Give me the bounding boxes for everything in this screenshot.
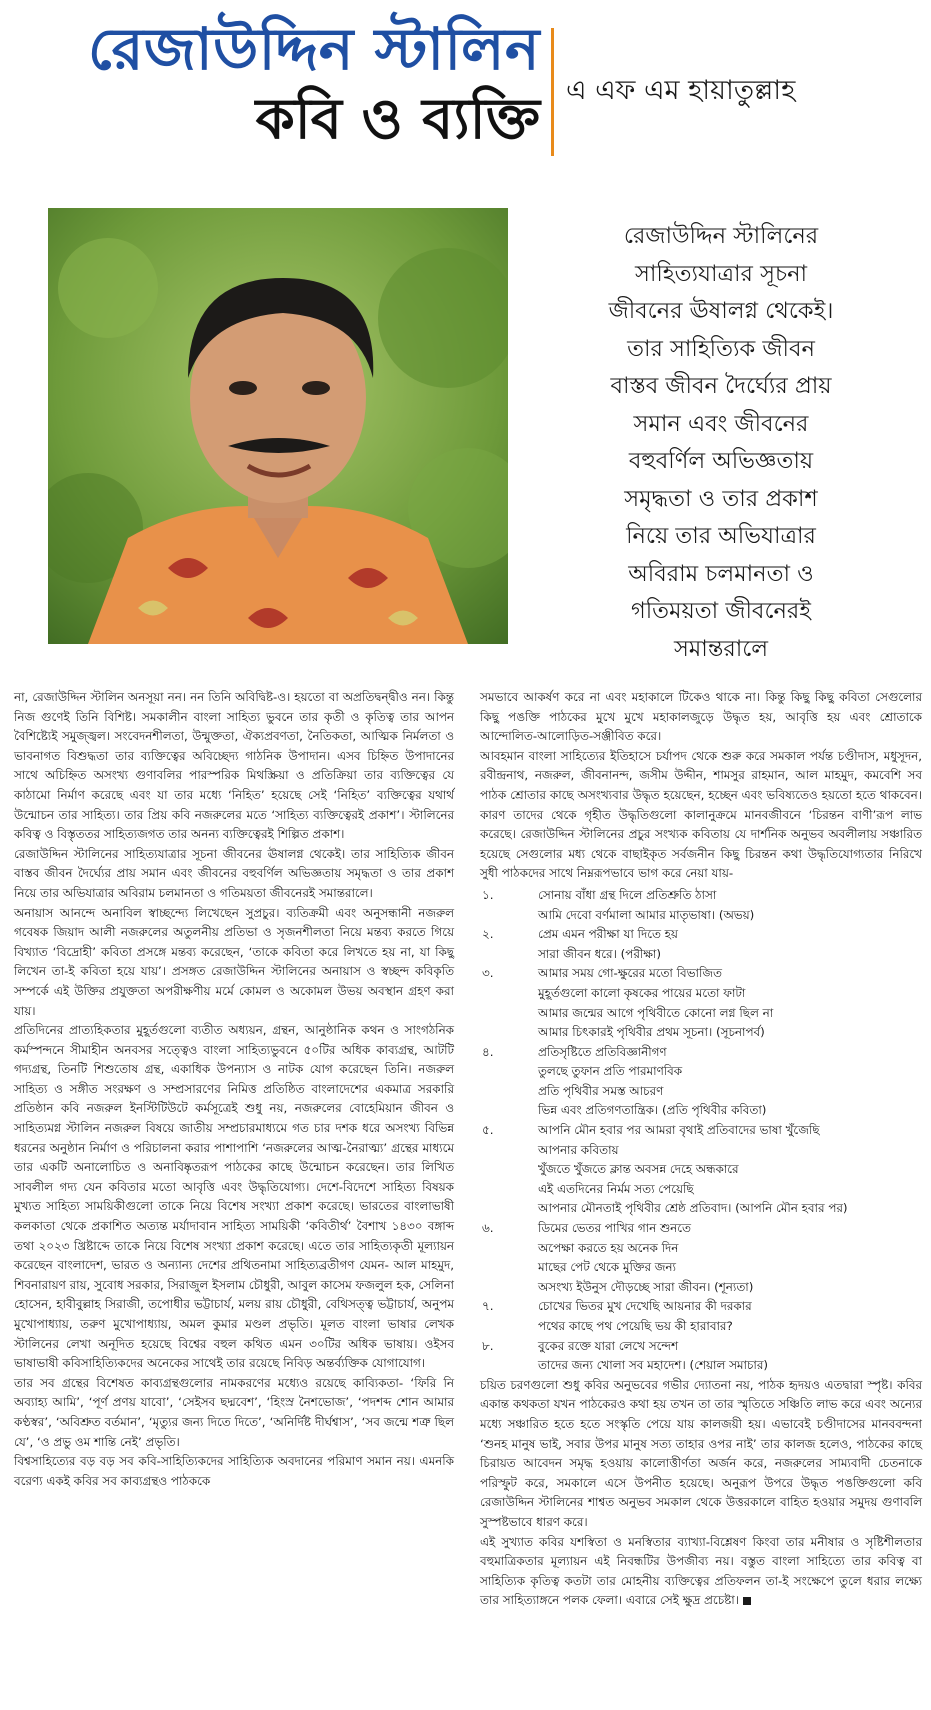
- pull-quote-line: রেজাউদ্দিন স্টালিনের: [623, 223, 819, 249]
- poem-line: আমি দেবো বর্ণমালা আমার মাতৃভাষা। (অভয়): [538, 907, 755, 922]
- poem-line: প্রেম এমন পরীক্ষা যা দিতে হয়: [538, 927, 678, 942]
- poem-line: মাছের পেট থেকে মুক্তির জন্য: [538, 1260, 676, 1275]
- paragraph: সমভাবে আকর্ষণ করে না এবং মহাকালে টিকেও থাকে না। কিন্তু কিছু কিছু কবিতা সেগুলোর কিছু পঙক্তি পাঠকের মুখে মুখে মহাকালজুড়ে উদ্ধৃত হয়, আবৃত্তি হয় এবং শ্রোতাকে আন্দোলিত-আলোড়িত-সঞ্জীবিত করে।: [480, 690, 922, 744]
- poem-item: [480, 1043, 922, 1121]
- paragraph: চয়িত চরণগুলো শুধু কবির অনুভবের গভীর দ্যোতনা নয়, পাঠক হৃদয়ও এতদ্বারা স্পৃষ্ট। কবির একান্ত কথকতা যখন পাঠকেরও কথা হয় তখন তা তার স্মৃতিতে সঞ্চিতি লাভ করে এবং অন্যের মধ্যে সঞ্চারিত হতে হতে সংস্কৃতি পেয়ে যায় কালজয়ী হয়। এভাবেই চণ্ডীদাসের মানববন্দনা ‘শুনহ মানুষ ভাই, সবার উপর মানুষ সত্য তাহার ওপর নাই’ তার কালজ হলেও, পাঠকের কাছে চিরায়ত আবেদন সমৃদ্ধ হওয়ায় কালোত্তীর্ণতা অর্জন করে, নজরুলের সাম্যবাদী চেতনাকে পরিস্ফুট করে, সমকালে এসে উপনীত হয়েছে। অনুরূপ উপরে উদ্ধৃত পঙক্তিগুলো কবি রেজাউদ্দিন স্টালিনের শাশ্বত অনুভব সমকাল থেকে উত্তরকালে বাহিত হওয়ার সমুদয় গুণাবলি সুস্পষ্টভাবে ধারণ করে।: [480, 1377, 922, 1529]
- body-column-left: [14, 688, 454, 1491]
- poem-line: তাদের জন্য খোলা সব মহাদেশ। (শেয়াল সমাচার): [538, 1358, 769, 1373]
- poem-number: ৫.: [482, 1123, 494, 1138]
- poem-line: অপেক্ষা করতে হয় অনেক দিন: [538, 1240, 679, 1255]
- poem-line: পথের কাছে পথ পেয়েছি ভয় কী হারাবার?: [538, 1319, 733, 1333]
- poem-item: [480, 925, 922, 964]
- portrait-illustration: [48, 208, 508, 644]
- paragraph: তার সব গ্রন্থের বিশেষত কাব্যগ্রন্থগুলোর নামকরণের মধ্যেও রয়েছে কাব্যিকতা- ‘ফিরি নি অব্যাহ্য আমি’, ‘পূর্ণ প্রণয় যাবো’, ‘সেইসব ছদ্মবেশ’, ‘হিংস্র নৈশভোজ’, ‘পদশব্দ শোন আমার কণ্ঠস্বর’, ‘অবিশ্রুত বর্তমান’, ‘মৃত্যুর জন্য দিতে দিতে’, ‘অনির্দিষ্ট দীর্ঘশ্বাস’, ‘সব জন্মে শত্রু ছিল যে’, ‘ও প্রভু ওম শান্তি নেই’ প্রভৃতি।: [14, 1375, 454, 1449]
- poem-line: প্রতিসৃষ্টিতে প্রতিবিজ্ঞানীগণ: [538, 1044, 667, 1059]
- body-column-right: [480, 688, 922, 1611]
- closing-paragraph-text: এই সুখ্যাত কবির যশস্বিতা ও মনস্বিতার ব্যাখ্যা-বিশ্লেষণ কিংবা তার মনীষার ও সৃষ্টিশীলতার বহুমাত্রিকতার মূল্যায়ন এই নিবন্ধটির উপজীব্য নয়। বস্তুত বাংলা সাহিত্যে তার কবিত্ব বা সাহিত্যিক কৃতিত্ব কতটা তার মোহনীয় ব্যক্তিত্বের প্রতিফলন তা-ই সংক্ষেপে তুলে ধরার লক্ষ্যে তার সাহিত্যাঙ্গনে পলক ফেলা। এবারে সেই ক্ষুদ্র প্রচেষ্টা।: [480, 1534, 922, 1608]
- pull-quote-line: বহুবর্ণিল অভিজ্ঞতায়: [628, 448, 814, 474]
- pull-quote-line: সমৃদ্ধতা ও তার প্রকাশ: [624, 485, 818, 512]
- poem-line: সোনায় বাঁধা গ্রন্থ দিলে প্রতিশ্রুতি ঠাসা: [538, 887, 717, 902]
- poem-number: ৩.: [482, 966, 494, 981]
- poem-item: [480, 886, 922, 925]
- poem-number: ৪.: [482, 1044, 494, 1059]
- pull-quote-line: নিয়ে তার অভিযাত্রার: [626, 523, 816, 549]
- poem-item: [480, 1121, 922, 1219]
- pull-quote-line: সমান এবং জীবনের: [633, 410, 809, 437]
- author-byline: এ এফ এম হায়াতুল্লাহ: [566, 75, 796, 106]
- poem-number: ২.: [482, 927, 494, 942]
- quoted-poems-list: [480, 886, 922, 1376]
- poem-number: ৬.: [482, 1221, 494, 1236]
- poem-item: [480, 1219, 922, 1297]
- pull-quote-line: সমান্তরালে: [673, 635, 769, 662]
- article-title: রেজাউদ্দিন স্টালিন: [87, 15, 540, 83]
- paragraph: প্রতিদিনের প্রাত্যহিকতার মুহূর্তগুলো ব্যতীত অধ্যয়ন, গ্রন্থন, আনুষ্ঠানিক কথন ও সাংগঠনিক কর্মস্পন্দনে সীমাহীন অনবসর সত্ত্বেও বাংলা সাহিত্যভুবনে ৫০টির অধিক কাব্যগ্রন্থ, আটটি গদ্যগ্রন্থ, তিনটি শিশুতোষ গ্রন্থ, একাধিক উপন্যাস ও নাটক যোগ করেছেন তিনি। নজরুল সাহিত্য ও সঙ্গীত সংরক্ষণ ও সম্প্রসারণের নিমিত্ত প্রতিষ্ঠিত বাংলাদেশের একমাত্র সরকারি প্রতিষ্ঠান কবি নজরুল ইনস্টিটিউটে কর্মসূত্রেই শুধু নয়, নজরুলের বোহেমিয়ান জীবন ও সাহিত্যমগ্ন স্টালিন নজরুল বিষয়ে জাতীয় সম্প্রচারমাধ্যমে গত চার দশক ধরে অসংখ্য বিভিন্ন ধরনের অনুষ্ঠান নির্মাণ ও পরিচালনা করার পাশাপাশি ‘নজরুলের আত্ম-নৈরাত্ম্য’ গ্রন্থের মাধ্যমে তার একটি অনালোচিত ও অনাবিষ্কৃতরূপ পাঠকের কাছে উন্মোচন করেছেন। তার লিখিত সাবলীল গদ্য যেন কবিতার মতো আবৃত্তি এবং উদ্ধৃতিযোগ্য। দেশে-বিদেশে সাহিত্য বিষয়ক মুখ্যত সাহিত্য সাময়িকীগুলো তাকে নিয়ে বিশেষ সংখ্যা প্রকাশ করেছে। ভারতের বাংলাভাষী কলকাতা থেকে প্রকাশিত অত্যন্ত মর্যাদাবান সাহিত্য সাময়িকী ‘কবিতীর্থ’ বৈশাখ ১৪৩০ বঙ্গাব্দ তথা ২০২৩ খ্রিষ্টাব্দে তাকে নিয়ে বিশেষ সংখ্যা প্রকাশ করেছে। এতে তার সাহিত্যকৃতী মূল্যায়ন করেছেন বাংলাদেশ, ভারত ও অন্যান্য দেশের প্রথিতনামা সাহিত্যব্রতীগণ যেমন- আল মাহমুদ, শিবনারায়ণ রায়, সুবোধ সরকার, সিরাজুল ইসলাম চৌধুরী, আবুল কাসেম ফজলুল হক, সেলিনা হোসেন, হাবীবুল্লাহ সিরাজী, তপোধীর ভট্টাচার্য, মলয় রায় চৌধুরী, বেথিসত্ত্ব ভট্টাচার্য, অনুপম মুখোপাধ্যায়, তরুণ মুখোপাধ্যায়, অমল কুমার মণ্ডল প্রভৃতি। মূলত বাংলা ভাষার লেখক স্টালিনের লেখা অনূদিত হয়েছে বিশ্বের বহুল কথিত এমন ৩০টির অধিক ভাষায়। ওইসব ভাষাভাষী কবিসাহিত্যিকদের অনেকের সাথেই তার রয়েছে নিবিড় অন্তর্ব্যক্তিক যোগাযোগ।: [14, 1023, 454, 1371]
- pull-quote-line: বাস্তব জীবন দৈর্ঘ্যের প্রায়: [610, 373, 832, 399]
- paragraph: [480, 1533, 922, 1611]
- poem-item: [480, 964, 922, 1042]
- paragraph: বিশ্বসাহিত্যের বড় বড় সব কবি-সাহিত্যিকদের সাহিত্যিক অবদানের পরিমাণ সমান নয়। এমনকি বরেণ্য একই কবির সব কাব্যগ্রন্থও পাঠককে: [14, 1454, 454, 1488]
- poem-line: তুলছে তুফান প্রতি পারমাণবিক: [538, 1064, 683, 1079]
- poem-line: এই এতদিনের নির্মম সত্য পেয়েছি: [538, 1181, 694, 1196]
- paragraph: অনায়াস আনন্দে অনাবিল স্বাচ্ছন্দ্যে লিখেছেন সুপ্রচুর। ব্যতিক্রমী এবং অনুসন্ধানী নজরুল গবেষক জিয়াদ আলী নজরুলের অতুলনীয় প্রতিভা ও সৃজনশীলতা নিয়ে মন্তব্য করতে গিয়ে বিখ্যাত ‘বিদ্রোহী’ কবিতা প্রসঙ্গে মন্তব্য করেছেন, ‘তাকে কবিতা করে লিখতে হয় না, যা কিছু লিখেন তা-ই কবিতা হয়ে যায়’। প্রসঙ্গত রেজাউদ্দিন স্টালিনের অনায়াস ও স্বচ্ছন্দ কবিকৃতি সম্পর্কে এই উক্তির প্রযুক্ততা অপরীক্ষণীয় মর্মে কোমল ও অকোমল উভয় অবস্থান গ্রহণ করা যায়।: [14, 905, 454, 1018]
- paragraph: আবহমান বাংলা সাহিত্যের ইতিহাসে চর্যাপদ থেকে শুরু করে সমকাল পর্যন্ত চণ্ডীদাস, মধুসূদন, রবীন্দ্রনাথ, নজরুল, জীবনানন্দ, জসীম উদ্দীন, শামসুর রাহমান, আল মাহমুদ, কমবেশি সব পাঠক শ্রোতার কাছে অসংখ্যবার উদ্ধৃত হয়েছেন, হচ্ছেন এবং ভবিষ্যতেও হয়তো হতে থাকবেন। কারণ তাদের থেকে গৃহীত উদ্ধৃতিগুলো কালানুক্রমে মানবজীবনে ‘চিরন্তন বাণী’রূপ লাভ করেছে। রেজাউদ্দিন স্টালিনের প্রচুর সংখ্যক কবিতায় যে দার্শনিক অনুভব অবলীলায় সঞ্চারিত হয়েছে সেগুলোর মধ্য থেকে বাছাইকৃত সর্বজনীন কিছু চিরন্তন কথা উদ্ধৃতিযোগ্যতার নিরিখে সুধী পাঠকদের সাথে নিম্নরূপভাবে ভাগ করে নেয়া যায়-: [480, 748, 922, 881]
- pull-quote-line: গতিময়তা জীবনেরই: [630, 598, 811, 624]
- poem-line: খুঁজতে খুঁজতে ক্লান্ত অবসন্ন দেহে অন্ধকারে: [538, 1162, 739, 1177]
- article-subtitle: কবি ও ব্যক্তি: [255, 86, 540, 152]
- poem-line: চোখের ভিতর মুখ দেখেছি আয়নার কী দরকার: [538, 1299, 752, 1314]
- poem-item: [480, 1337, 922, 1376]
- poem-line: আমার সময় গো-ক্ষুরের মতো বিভাজিত: [538, 966, 722, 981]
- poem-number: ৭.: [482, 1299, 494, 1314]
- paragraph: রেজাউদ্দিন স্টালিনের সাহিত্যযাত্রার সূচনা জীবনের ঊষালগ্ন থেকেই। তার সাহিত্যিক জীবন বাস্তব জীবন দৈর্ঘ্যের প্রায় সমান এবং জীবনের বহুবর্ণিল অভিজ্ঞতায় সমৃদ্ধতা ও তার প্রকাশ নিয়ে তার অভিযাত্রার অবিরাম চলমানতা ও গতিময়তা জীবনেরই সমান্তরালে।: [14, 846, 454, 900]
- portrait-photo: [48, 208, 508, 644]
- end-of-article-mark: [743, 1597, 751, 1605]
- pull-quote: [536, 218, 906, 668]
- poem-number: ৮.: [482, 1338, 494, 1353]
- poem-line: আমার জন্মের আগে পৃথিবীতে কোনো লগ্ন ছিল না: [538, 1005, 774, 1020]
- pull-quote-line: অবিরাম চলমানতা ও: [628, 560, 814, 587]
- poem-line: ডিমের ভেতর পাখির গান শুনতে: [538, 1221, 691, 1236]
- poem-line: আপনার কবিতায়: [538, 1142, 619, 1157]
- poem-number: ১.: [482, 887, 494, 902]
- poem-line: আপনি মৌন হবার পর আমরা বৃথাই প্রতিবাদের ভাষা খুঁজেছি: [538, 1123, 820, 1138]
- poem-line: আমার চিৎকারই পৃথিবীর প্রথম সূচনা। (সূচনাপর্ব): [538, 1025, 765, 1040]
- poem-line: মুহূর্তগুলো কালো কৃষকের পায়ের মতো ফাটা: [538, 985, 746, 1000]
- headline-divider: [551, 28, 554, 156]
- poem-line: আপনার মৌনতাই পৃথিবীর শ্রেষ্ঠ প্রতিবাদ। (আপনি মৌন হবার পর): [538, 1201, 848, 1216]
- paragraph: না, রেজাউদ্দিন স্টালিন অনসূয়া নন। নন তিনি অবিদ্বিষ্ট-ও। হয়তো বা অপ্রতিদ্বন্দ্বীও নন। কিন্তু নিজ গুণেই তিনি বিশিষ্ট। সমকালীন বাংলা সাহিত্য ভুবনে তার কৃতী ও কৃতিত্ব তার আপন বৈশিষ্ট্যেই সমুজ্জ্বল। সংবেদনশীলতা, উন্মুক্ততা, ঐক্যপ্রবণতা, নৈতিকতা, আত্মিক নির্মলতা ও ভাবনাগত বিশুদ্ধতা তার ব্যক্তিত্বের অবিচ্ছেদ্য গাঠনিক উপাদান। এসব চিহ্নিত উপাদানের সাথে অচিহ্নিত অসংখ্য গুণাবলির পারস্পরিক মিথস্ক্রিয়া ও প্রতিক্রিয়া তার ব্যক্তিত্বের যে কাঠামো নির্মাণ করেছে এবং যা তার মধ্যে ‘নিহিত’ হয়েছে সেই ‘নিহিত’ ব্যক্তিত্বের যথার্থ উন্মোচন তার সাহিত্য। তার প্রিয় কবি নজরুলের মতে ‘সাহিত্য ব্যক্তিত্বেরই প্রকাশ’। স্টালিনের কবিত্ব ও বিস্তৃততর সাহিত্যজগত তার অনন্য ব্যক্তিত্বেরই শিল্পিত প্রকাশ।: [14, 690, 454, 842]
- pull-quote-line: সাহিত্যযাত্রার সূচনা: [634, 260, 808, 287]
- poem-item: [480, 1297, 922, 1336]
- pull-quote-line: তার সাহিত্যিক জীবন: [627, 335, 815, 362]
- poem-line: ভিন্ন এবং প্রতিগণতান্ত্রিক। (প্রতি পৃথিবীর কবিতা): [538, 1103, 767, 1118]
- poem-line: অসংখ্য ইউনুস দৌড়চ্ছে সারা জীবন। (শূন্যতা): [538, 1279, 754, 1294]
- poem-line: সারা জীবন ধরে। (পরীক্ষা): [538, 946, 661, 961]
- pull-quote-line: জীবনের ঊষালগ্ন থেকেই।: [608, 298, 834, 324]
- headline: [40, 14, 540, 154]
- poem-line: বুকের রক্তে যারা লেখে সন্দেশ: [538, 1338, 679, 1353]
- poem-line: প্রতি পৃথিবীর সমস্ত আচরণ: [538, 1083, 664, 1098]
